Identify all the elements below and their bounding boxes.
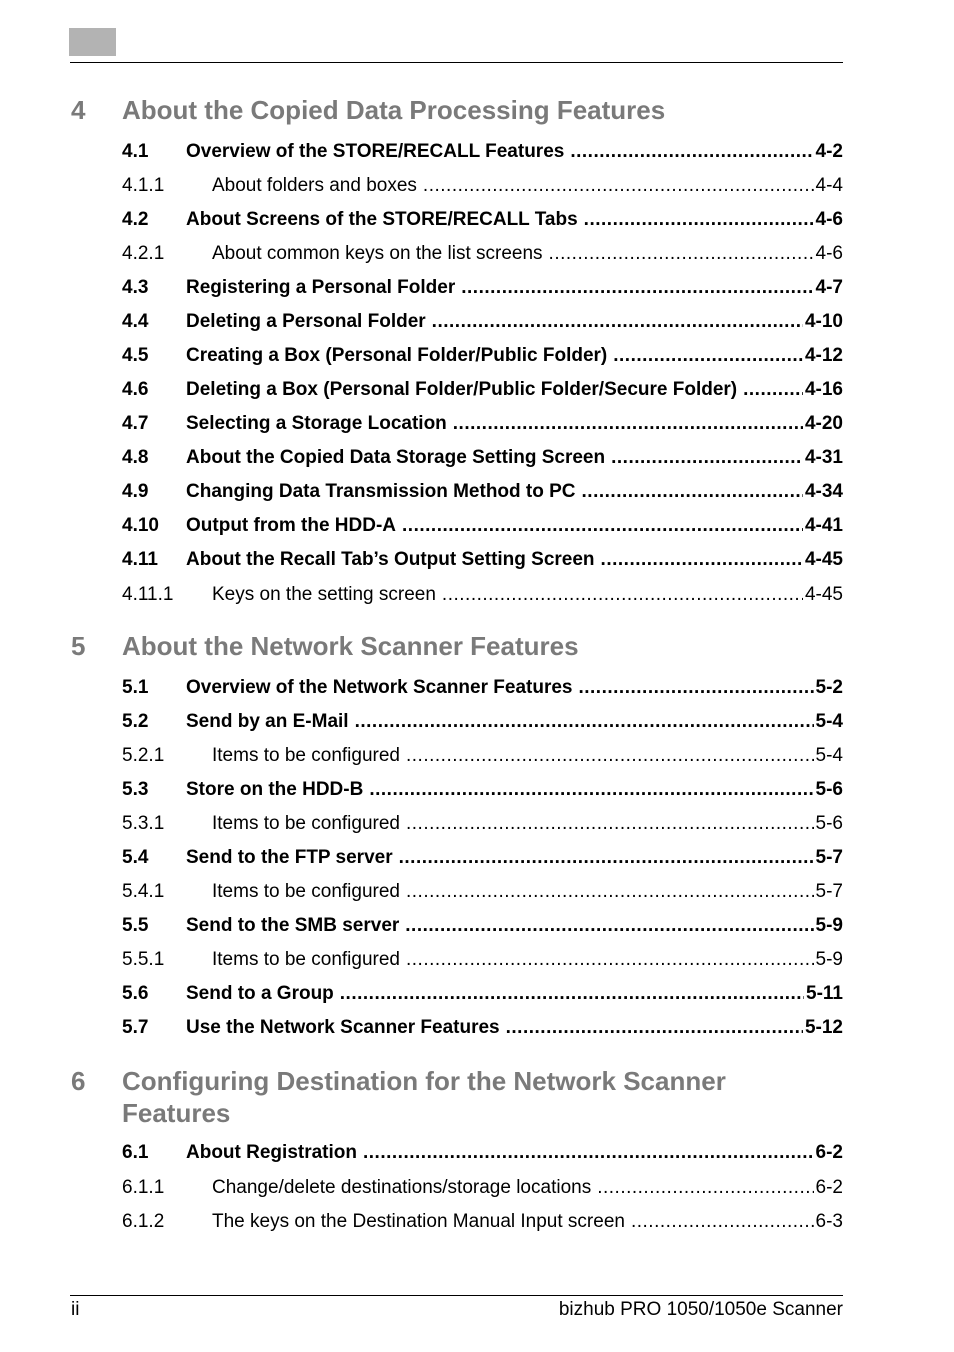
chapter-number: 6	[71, 1066, 86, 1096]
entry-title: Send to the SMB server	[186, 915, 400, 936]
toc-entry-4-7[interactable]	[122, 412, 843, 436]
header-rule	[70, 62, 843, 63]
entry-number: 4.7	[122, 413, 149, 434]
entry-title: About the Copied Data Storage Setting Screen	[186, 447, 606, 468]
entry-page: 5-9	[815, 949, 843, 970]
dot-leader	[611, 446, 803, 470]
toc-entry-4-2[interactable]	[122, 208, 843, 232]
entry-number: 4.3	[122, 277, 149, 298]
entry-number: 5.2.1	[122, 745, 165, 766]
entry-title: Send to the FTP server	[186, 847, 393, 868]
dot-leader	[631, 1210, 814, 1234]
entry-title: About the Recall Tab’s Output Setting Screen	[186, 549, 595, 570]
entry-number: 5.4	[122, 847, 149, 868]
entry-title: Creating a Box (Personal Folder/Public Folder)	[186, 345, 608, 366]
entry-number: 5.4.1	[122, 881, 165, 902]
entry-page: 4-31	[804, 447, 843, 468]
dot-leader	[549, 242, 814, 266]
toc-entry-6-1[interactable]	[122, 1141, 843, 1165]
dot-leader	[406, 880, 814, 904]
chapter-heading-4	[71, 94, 791, 126]
entry-number: 6.1	[122, 1142, 149, 1163]
entry-page: 4-6	[815, 243, 843, 264]
toc-entry-5-4-1[interactable]	[122, 880, 843, 904]
dot-leader	[406, 812, 814, 836]
entry-title: About folders and boxes	[212, 175, 417, 196]
entry-title: About common keys on the list screens	[212, 243, 543, 264]
entry-title: Changing Data Transmission Method to PC	[186, 481, 576, 502]
entry-page: 5-4	[815, 711, 843, 732]
entry-title: Overview of the STORE/RECALL Features	[186, 141, 565, 162]
entry-page: 6-2	[815, 1142, 843, 1163]
entry-number: 5.2	[122, 711, 149, 732]
entry-page: 4-45	[804, 549, 843, 570]
chapter-title: About the Network Scanner Features	[122, 631, 579, 661]
entry-title: About Registration	[186, 1142, 357, 1163]
entry-page: 4-2	[815, 141, 843, 162]
entry-number: 5.7	[122, 1017, 149, 1038]
dot-leader	[461, 276, 813, 300]
entry-number: 5.1	[122, 677, 149, 698]
toc-entry-5-4[interactable]	[122, 846, 843, 870]
entry-title: Deleting a Box (Personal Folder/Public Folder/Secure Folder)	[186, 379, 738, 400]
entry-title: Output from the HDD-A	[186, 515, 397, 536]
toc-entry-4-1[interactable]	[122, 140, 843, 164]
entry-page: 4-7	[815, 277, 843, 298]
dot-leader	[597, 1176, 813, 1200]
toc-entry-4-11-1[interactable]	[122, 583, 843, 607]
toc-entry-4-8[interactable]	[122, 446, 843, 470]
dot-leader	[423, 174, 814, 198]
dot-leader	[340, 982, 804, 1006]
dot-leader	[453, 412, 803, 436]
dot-leader	[601, 548, 803, 572]
entry-page: 5-7	[815, 881, 843, 902]
entry-page: 6-3	[815, 1211, 843, 1232]
toc-entry-5-1[interactable]	[122, 676, 843, 700]
entry-page: 5-12	[804, 1017, 843, 1038]
toc-entry-4-9[interactable]	[122, 480, 843, 504]
toc-entry-6-1-2[interactable]	[122, 1210, 843, 1234]
chapter-number: 5	[71, 631, 86, 661]
dot-leader	[355, 710, 814, 734]
entry-page: 5-6	[815, 779, 843, 800]
toc-entry-4-5[interactable]	[122, 344, 843, 368]
toc-entry-4-6[interactable]	[122, 378, 843, 402]
dot-leader	[570, 140, 813, 164]
entry-title: Items to be configured	[212, 949, 400, 970]
toc-entry-4-4[interactable]	[122, 310, 843, 334]
dot-leader	[405, 914, 813, 938]
dot-leader	[363, 1141, 814, 1165]
entry-title: Items to be configured	[212, 881, 400, 902]
dot-leader	[613, 344, 803, 368]
toc-entry-5-2-1[interactable]	[122, 744, 843, 768]
entry-title: Send by an E-Mail	[186, 711, 349, 732]
entry-page: 4-45	[804, 584, 843, 605]
entry-title: Selecting a Storage Location	[186, 413, 447, 434]
entry-title: Items to be configured	[212, 745, 400, 766]
entry-page: 5-9	[815, 915, 843, 936]
toc-entry-5-2[interactable]	[122, 710, 843, 734]
chapter-title: About the Copied Data Processing Features	[122, 95, 666, 125]
dot-leader	[442, 583, 803, 607]
entry-number: 5.3	[122, 779, 149, 800]
entry-page: 4-16	[804, 379, 843, 400]
toc-entry-5-7[interactable]	[122, 1016, 843, 1040]
entry-page: 4-20	[804, 413, 843, 434]
footer-page-number: ii	[71, 1299, 80, 1320]
chapter-heading-6	[71, 1065, 771, 1129]
dot-leader	[432, 310, 803, 334]
chapter-tab-marker	[69, 28, 116, 56]
dot-leader	[584, 208, 814, 232]
entry-title: Items to be configured	[212, 813, 400, 834]
dot-leader	[402, 514, 803, 538]
entry-page: 6-2	[815, 1177, 843, 1198]
entry-page: 4-41	[804, 515, 843, 536]
toc-entry-4-3[interactable]	[122, 276, 843, 300]
entry-title: Change/delete destinations/storage locations	[212, 1177, 592, 1198]
toc-entry-4-1-1[interactable]	[122, 174, 843, 198]
entry-number: 4.9	[122, 481, 149, 502]
toc-entry-4-11[interactable]	[122, 548, 843, 572]
entry-page: 5-11	[806, 983, 843, 1004]
dot-leader	[506, 1016, 803, 1040]
entry-number: 4.1.1	[122, 175, 165, 196]
entry-title: Use the Network Scanner Features	[186, 1017, 500, 1038]
entry-page: 5-7	[815, 847, 843, 868]
chapter-heading-5	[71, 630, 791, 662]
entry-number: 4.1	[122, 141, 149, 162]
entry-title: Send to a Group	[186, 983, 334, 1004]
entry-page: 5-6	[815, 813, 843, 834]
entry-title: Deleting a Personal Folder	[186, 311, 426, 332]
entry-number: 5.6	[122, 983, 149, 1004]
entry-page: 4-12	[804, 345, 843, 366]
entry-number: 5.3.1	[122, 813, 165, 834]
entry-number: 4.2	[122, 209, 149, 230]
toc-entry-4-10[interactable]	[122, 514, 843, 538]
entry-number: 6.1.1	[122, 1177, 165, 1198]
entry-number: 4.4	[122, 311, 149, 332]
dot-leader	[582, 480, 803, 504]
entry-title: Registering a Personal Folder	[186, 277, 456, 298]
entry-number: 4.5	[122, 345, 149, 366]
entry-number: 4.11	[122, 549, 158, 570]
toc-entry-5-3-1[interactable]	[122, 812, 843, 836]
toc-entry-5-5-1[interactable]	[122, 948, 843, 972]
entry-number: 6.1.2	[122, 1211, 165, 1232]
toc-entry-4-2-1[interactable]	[122, 242, 843, 266]
entry-page: 5-2	[815, 677, 843, 698]
entry-page: 4-10	[804, 311, 843, 332]
entry-title: About Screens of the STORE/RECALL Tabs	[186, 209, 578, 230]
entry-page: 4-6	[815, 209, 843, 230]
dot-leader	[406, 744, 814, 768]
entry-number: 5.5	[122, 915, 149, 936]
entry-number: 4.11.1	[122, 584, 174, 605]
entry-page: 4-4	[815, 175, 843, 196]
toc-entry-5-3[interactable]	[122, 778, 843, 802]
entry-number: 4.2.1	[122, 243, 165, 264]
toc-entry-6-1-1[interactable]	[122, 1176, 843, 1200]
footer-product-name: bizhub PRO 1050/1050e Scanner	[558, 1299, 843, 1320]
dot-leader	[578, 676, 813, 700]
toc-entry-5-6[interactable]	[122, 982, 843, 1006]
dot-leader	[369, 778, 813, 802]
dot-leader	[399, 846, 814, 870]
entry-title: Keys on the setting screen	[212, 584, 436, 605]
entry-page: 4-34	[804, 481, 843, 502]
chapter-title: Configuring Destination for the Network Scanner Features	[122, 1066, 726, 1128]
entry-number: 4.6	[122, 379, 149, 400]
entry-title: Overview of the Network Scanner Features	[186, 677, 573, 698]
entry-title: The keys on the Destination Manual Input screen	[212, 1211, 625, 1232]
footer-rule	[70, 1295, 843, 1296]
entry-number: 5.5.1	[122, 949, 165, 970]
entry-number: 4.8	[122, 447, 149, 468]
dot-leader	[406, 948, 814, 972]
dot-leader	[743, 378, 803, 402]
toc-entry-5-5[interactable]	[122, 914, 843, 938]
entry-page: 5-4	[815, 745, 843, 766]
chapter-number: 4	[71, 95, 86, 125]
entry-title: Store on the HDD-B	[186, 779, 364, 800]
entry-number: 4.10	[122, 515, 159, 536]
